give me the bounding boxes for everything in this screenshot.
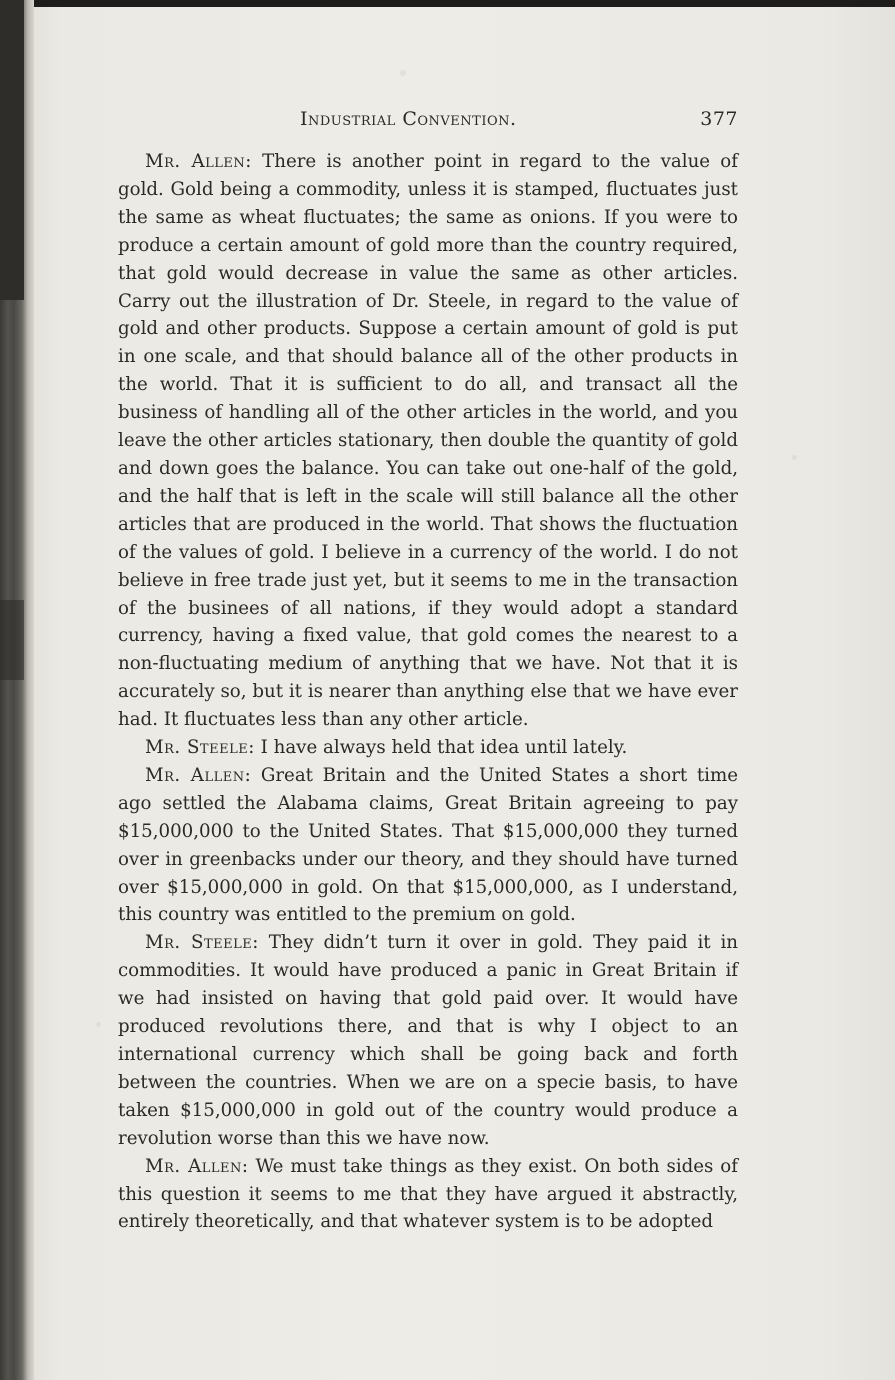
page-header xyxy=(118,108,738,138)
paragraph-text: Great Britain and the United States a short time ago settled the Alabama claims, Great Britain agreeing to pay $15,000,000 to the United States. That $15,000,000 they turned over in greenbacks under our theory, and they should have turned over $15,000,000 in gold. On that $15,000,000, as I understand, this country was entitled to the premium on gold. xyxy=(118,764,738,926)
paper-speck xyxy=(96,1022,101,1027)
running-head: Industrial Convention. xyxy=(300,108,517,130)
scan-top-border xyxy=(0,0,895,7)
speaker-name: Mr. Allen: xyxy=(145,764,252,786)
spine-shadow-band xyxy=(0,600,24,680)
paragraph xyxy=(118,762,738,929)
paragraph xyxy=(118,1153,738,1237)
paragraph-text: There is another point in regard to the value of gold. Gold being a commodity, unless it is stamped, fluctuates just the same as wheat fluctuates; the same as onions. If you were to produce a certain amount of gold more than the country required, that gold would decrease in value the same as other articles. Carry out the illustration of Dr. Steele, in regard to the value of gold and other products. Suppose a certain amount of gold is put in one scale, and that should balance all of the other products in the world. That it is sufficient to do all, and transact all the business of handling all of the other articles in the world, and you leave the other articles stationary, then double the quantity of gold and down goes the balance. You can take out one-half of the gold, and the half that is left in the scale will still balance all the other articles that are produced in the world. That shows the fluctuation of the values of gold. I believe in a currency of the world. I do not believe in free trade just yet, but it seems to me in the transaction of the businees of all nations, if they would adopt a standard currency, having a fixed value, that gold comes the nearest to a non-fluctuating medium of anything that we have. Not that it is accurately so, but it is nearer than anything else that we have ever had. It fluctuates less than any other article. xyxy=(118,151,738,731)
body-text xyxy=(118,148,738,1236)
book-spine-edge xyxy=(0,0,34,1380)
paragraph xyxy=(118,148,738,734)
speaker-name: Mr. Steele: xyxy=(145,932,259,954)
speaker-name: Mr. Steele: xyxy=(145,737,255,759)
speaker-name: Mr. Allen: xyxy=(145,1155,249,1177)
paragraph-text: They didn’t turn it over in gold. They paid it in commodities. It would have produced a panic in Great Britain if we had insisted on having that gold paid over. It would have produced revolutions there, and that is why I object to an international currency which shall be going back and forth between the countries. When we are on a specie basis, to have taken $15,000,000 in gold out of the country would produce a revolution worse than this we have now. xyxy=(118,932,738,1149)
paragraph xyxy=(118,734,738,762)
spine-shadow-band xyxy=(0,0,24,300)
page-number: 377 xyxy=(700,108,738,130)
paper-speck xyxy=(792,455,797,460)
paper-speck xyxy=(400,70,406,76)
paragraph xyxy=(118,929,738,1152)
paragraph-text: We must take things as they exist. On both sides of this question it seems to me that they have argued it abstractly, entirely theoretically, and that whatever system is to be adopted xyxy=(118,1155,738,1233)
speaker-name: Mr. Allen: xyxy=(145,151,252,172)
paragraph-text: I have always held that idea until lately. xyxy=(260,737,628,759)
